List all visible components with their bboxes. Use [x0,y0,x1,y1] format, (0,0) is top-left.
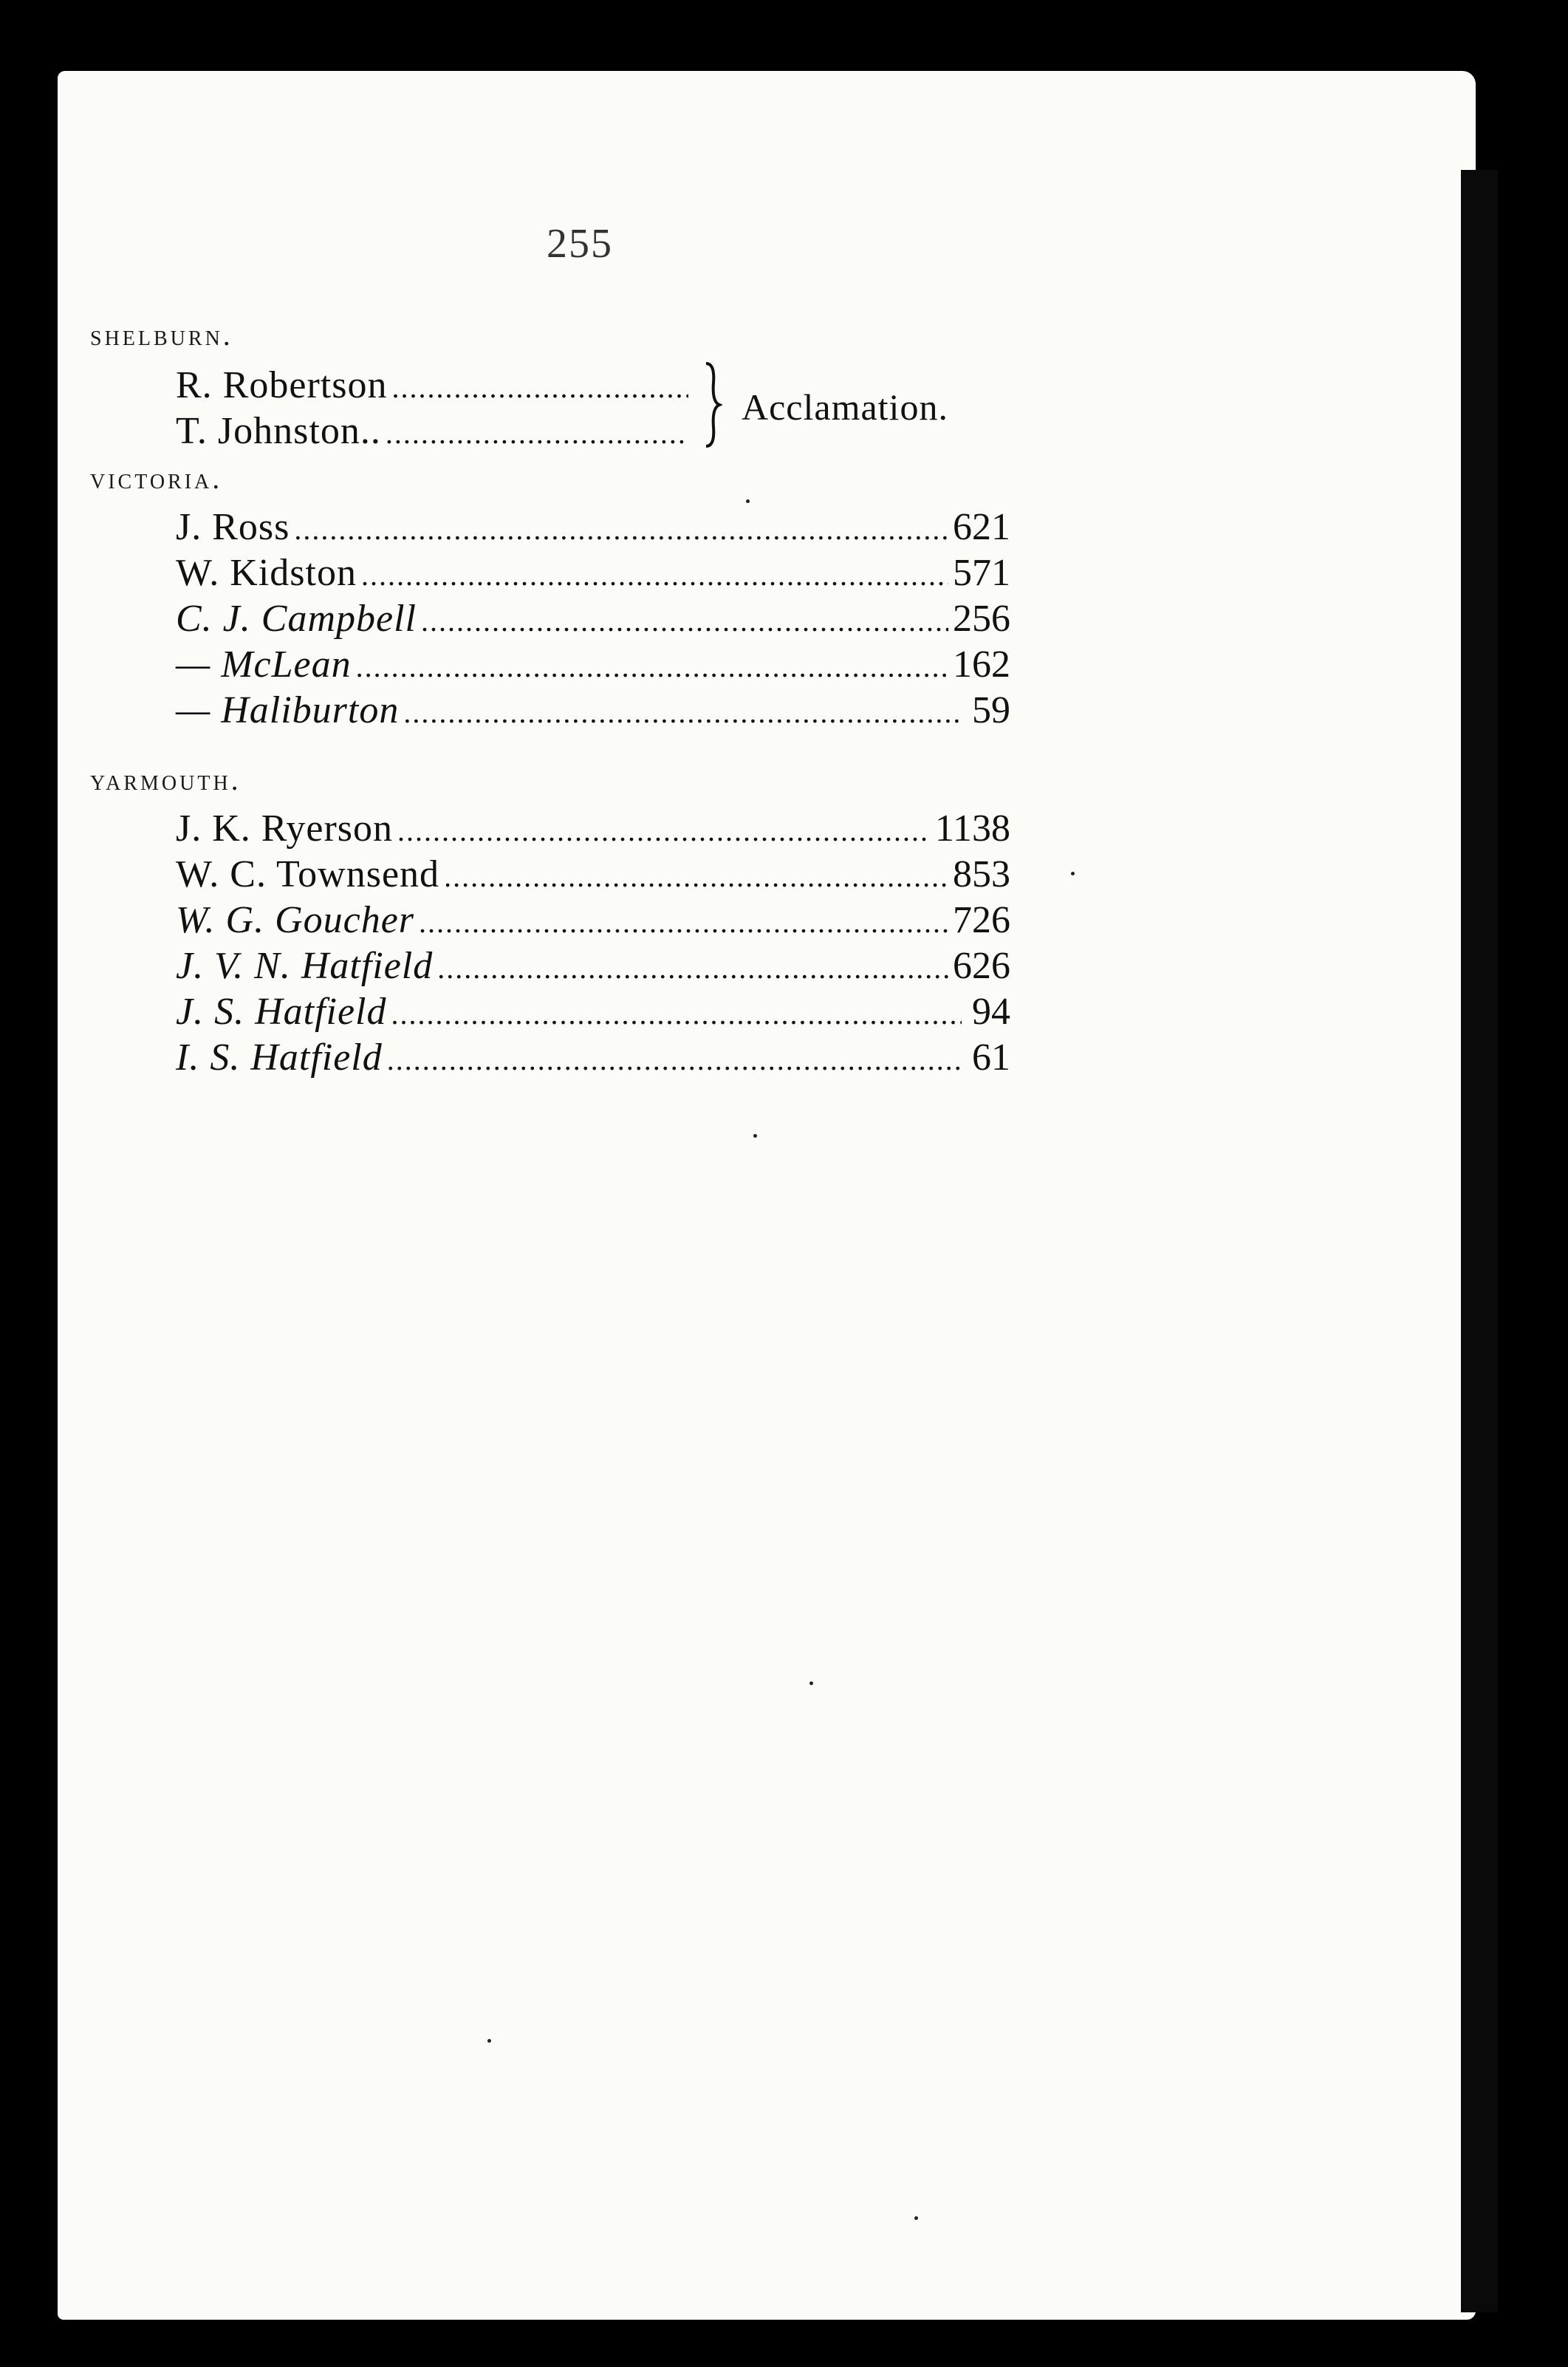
vote-count: 256 [953,598,1010,640]
candidate-name: W. G. Goucher [176,899,415,941]
scan-speck [753,1134,757,1138]
vote-count: 626 [953,945,1010,987]
acclamation-label: Acclamation. [742,386,948,428]
dot-leader [444,855,948,899]
dot-leader [421,599,948,643]
vote-count: 853 [953,853,1010,895]
dot-leader [387,1038,962,1082]
candidate-row [176,990,1010,1034]
dot-leader [361,553,948,598]
vote-count: 59 [972,689,1010,731]
candidate-row [176,898,1010,943]
candidate-row [176,597,1010,641]
candidate-name: R. Robertson [176,364,388,406]
candidate-name: J. K. Ryerson [176,807,394,850]
dot-leader [403,691,962,735]
candidate-row [176,853,1010,897]
candidate-name: J. S. Hatfield [176,991,387,1033]
candidate-name: J. V. N. Hatfield [176,945,434,987]
scan-speck [914,2216,918,2220]
candidate-name: W. C. Townsend [176,853,440,895]
candidate-row [176,944,1010,988]
candidate-row [176,807,1010,851]
candidate-name: W. Kidston [176,552,357,594]
section-heading-victoria: victoria. [90,462,223,495]
vote-count: 726 [953,899,1010,941]
candidate-row [176,1036,1010,1080]
vote-count: 571 [953,552,1010,594]
dot-leader [397,809,931,853]
dot-leader [391,992,962,1036]
brace-icon [702,361,722,449]
candidate-name: I. S. Hatfield [176,1036,383,1079]
vote-count: 94 [972,991,1010,1033]
page-binding-shadow [1461,170,1498,2312]
scan-speck [487,2039,491,2043]
section-heading-yarmouth: yarmouth. [90,763,242,796]
candidate-row [176,689,1010,733]
scan-speck [1071,872,1075,875]
dot-leader [356,645,948,689]
candidate-name: J. Ross [176,506,290,548]
candidate-name: T. Johnston.. [176,410,381,452]
dot-leader [437,946,948,991]
dot-leader [386,411,688,456]
candidate-name: C. J. Campbell [176,598,417,640]
vote-count: 162 [953,643,1010,686]
candidate-row [176,505,1010,550]
scan-speck [809,1681,813,1685]
candidate-row [176,551,1010,595]
candidate-name: — McLean [176,643,352,686]
vote-count: 1138 [934,807,1010,850]
dot-leader [419,901,948,945]
candidate-row [176,409,693,454]
section-heading-shelburn: shelburn. [90,318,233,352]
vote-count: 621 [953,506,1010,548]
candidate-row [176,643,1010,687]
dot-leader [391,366,688,410]
vote-count: 61 [972,1036,1010,1079]
candidate-name: — Haliburton [176,689,400,731]
page-number: 255 [547,221,613,267]
dot-leader [294,508,948,552]
candidate-row [176,363,693,408]
scan-speck [746,499,750,503]
